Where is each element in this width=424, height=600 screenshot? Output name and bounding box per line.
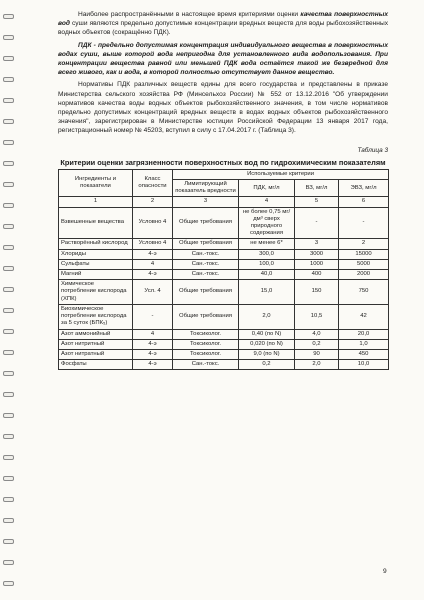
column-number: 6 xyxy=(339,197,389,207)
binder-hole xyxy=(3,392,14,397)
header-ingredients: Ингредиенты и показатели xyxy=(59,169,133,197)
table-cell: 100,0 xyxy=(239,259,295,269)
document-page xyxy=(58,10,388,370)
table-cell: Общие требования xyxy=(173,239,239,249)
table-cell: Азот нитратный xyxy=(59,349,133,359)
table-cell: Сан.-токс. xyxy=(173,270,239,280)
binder-hole xyxy=(3,455,14,460)
table-cell: - xyxy=(339,207,389,239)
binder-hole xyxy=(3,287,14,292)
column-number: 4 xyxy=(239,197,295,207)
table-cell: Азот нитритный xyxy=(59,339,133,349)
table-cell: Азот аммонийный xyxy=(59,329,133,339)
table-row xyxy=(59,329,389,339)
header-hazard-class: Класс опасности xyxy=(133,169,173,197)
header-pdk: ПДК, мг/л xyxy=(239,180,295,197)
binder-hole xyxy=(3,14,14,19)
table-cell: - xyxy=(295,207,339,239)
table-cell: не более 0,75 мг/дм³ сверх природного содержания xyxy=(239,207,295,239)
table-cell: Взвешенные вещества xyxy=(59,207,133,239)
table-cell: - xyxy=(133,304,173,329)
table-cell: 20,0 xyxy=(339,329,389,339)
paragraph-3: Нормативы ПДК различных веществ едины для всего государства и представлены в приказе Министерства сельского хозяйства РФ (Минсельхоз России) № 552 от 13.12.2016 "Об утверждении нормативов качества воды водных объектов рыбохозяйственного значения, в том числе нормативов предельно допустимых концентраций вредных веществ в водах водных объектов рыбохозяйственного значения", зарегистрирован в Министерстве юстиции Российской Федерации 13 января 2017 года, регистрационный номер № 45203, вступил в силу с 17.04.2017 г. (Таблица 3). xyxy=(58,81,388,135)
header-limiting-indicator: Лимитирующий показатель вредности xyxy=(173,180,239,197)
table-cell: 0,40 (по N) xyxy=(239,329,295,339)
table-cell: Растворённый кислород xyxy=(59,239,133,249)
table-cell: 90 xyxy=(295,349,339,359)
table-cell: Химическое потребление кислорода (ХПК) xyxy=(59,280,133,305)
table-row xyxy=(59,249,389,259)
binder-hole xyxy=(3,119,14,124)
table-cell: Сульфаты xyxy=(59,259,133,269)
column-number-row xyxy=(59,197,389,207)
column-number: 5 xyxy=(295,197,339,207)
table-cell: Условно 4 xyxy=(133,239,173,249)
table-cell: Общие требования xyxy=(173,280,239,305)
table-cell: Условно 4 xyxy=(133,207,173,239)
header-evz: ЭВЗ, мг/л xyxy=(339,180,389,197)
binder-hole xyxy=(3,350,14,355)
table-row xyxy=(59,304,389,329)
binder-hole xyxy=(3,161,14,166)
table-cell: 3 xyxy=(295,239,339,249)
binder-hole xyxy=(3,539,14,544)
table-title: Критерии оценки загрязненности поверхностных вод по гидрохимическим показателям xyxy=(60,157,386,167)
table-cell: 150 xyxy=(295,280,339,305)
binder-hole xyxy=(3,476,14,481)
table-cell: 1,0 xyxy=(339,339,389,349)
page-number: 9 xyxy=(383,568,387,575)
table-cell: 4-э xyxy=(133,249,173,259)
table-cell: 750 xyxy=(339,280,389,305)
binder-hole xyxy=(3,140,14,145)
binder-hole xyxy=(3,434,14,439)
table-cell: 300,0 xyxy=(239,249,295,259)
table-cell: Токсиколог. xyxy=(173,349,239,359)
table-cell: 5000 xyxy=(339,259,389,269)
header-used-criteria: Используемые критерии xyxy=(173,169,389,179)
paragraph-pdk-definition: ПДК - предельно допустимая концентрация индивидуального вещества в поверхностных водах суши, выше которой вода непригодна для установленного вида водопользования. При концентрации вещества равной или меньшей ПДК вода остаётся такой же безвредной для всего живого, как и вода, в которой полностью отсутствует данное вещество. xyxy=(58,41,388,77)
table-cell: 4 xyxy=(133,259,173,269)
table-cell: Магний xyxy=(59,270,133,280)
table-cell: 2,0 xyxy=(295,360,339,370)
table-cell: Фосфаты xyxy=(59,360,133,370)
table-cell: Сан.-токс. xyxy=(173,259,239,269)
table-cell: 9,0 (по N) xyxy=(239,349,295,359)
binder-hole xyxy=(3,98,14,103)
table-cell: 4-э xyxy=(133,270,173,280)
binder-hole xyxy=(3,56,14,61)
table-cell: 2 xyxy=(339,239,389,249)
table-cell: Токсиколог. xyxy=(173,339,239,349)
table-cell: 0,2 xyxy=(295,339,339,349)
binder-hole xyxy=(3,560,14,565)
binder-hole xyxy=(3,245,14,250)
binder-holes xyxy=(3,0,13,600)
paragraph-1: Наиболее распространёнными в настоящее время критериями оценки качества поверхностных вод суши являются предельно допустимые концентрации вредных веществ для воды рыбохозяйственных водных объектов (сокращённо ПДК). xyxy=(58,11,388,37)
binder-hole xyxy=(3,518,14,523)
binder-hole xyxy=(3,224,14,229)
column-number: 3 xyxy=(173,197,239,207)
table-cell: 400 xyxy=(295,270,339,280)
table-cell: Сан.-токс. xyxy=(173,360,239,370)
column-number: 2 xyxy=(133,197,173,207)
binder-hole xyxy=(3,413,14,418)
binder-hole xyxy=(3,266,14,271)
table-cell: Токсиколог. xyxy=(173,329,239,339)
table-cell: Биохимическое потребление кислорода за 5 суток (БПК₅) xyxy=(59,304,133,329)
table-row xyxy=(59,280,389,305)
table-cell: 15000 xyxy=(339,249,389,259)
table-cell: 0,020 (по N) xyxy=(239,339,295,349)
table-row xyxy=(59,270,389,280)
table-row xyxy=(59,360,389,370)
table-cell: 10,0 xyxy=(339,360,389,370)
table-cell: 15,0 xyxy=(239,280,295,305)
table-row xyxy=(59,239,389,249)
binder-hole xyxy=(3,35,14,40)
table-cell: 2000 xyxy=(339,270,389,280)
table-row xyxy=(59,339,389,349)
table-cell: 40,0 xyxy=(239,270,295,280)
binder-hole xyxy=(3,203,14,208)
table-cell: 1000 xyxy=(295,259,339,269)
table-cell: 4-э xyxy=(133,339,173,349)
table-cell: Общие требования xyxy=(173,304,239,329)
table-cell: 4 xyxy=(133,329,173,339)
binder-hole xyxy=(3,329,14,334)
table-cell: 42 xyxy=(339,304,389,329)
table-cell: 4-э xyxy=(133,360,173,370)
table-row xyxy=(59,259,389,269)
table-cell: 3000 xyxy=(295,249,339,259)
binder-hole xyxy=(3,581,14,586)
table-row xyxy=(59,349,389,359)
table-cell: Усл. 4 xyxy=(133,280,173,305)
binder-hole xyxy=(3,497,14,502)
column-number: 1 xyxy=(59,197,133,207)
table-cell: не менее 6* xyxy=(239,239,295,249)
criteria-table xyxy=(58,169,389,370)
binder-hole xyxy=(3,77,14,82)
table-cell: Сан.-токс. xyxy=(173,249,239,259)
table-label: Таблица 3 xyxy=(357,146,388,154)
table-cell: 450 xyxy=(339,349,389,359)
table-cell: 2,0 xyxy=(239,304,295,329)
binder-hole xyxy=(3,182,14,187)
header-vz: ВЗ, мг/л xyxy=(295,180,339,197)
binder-hole xyxy=(3,371,14,376)
table-cell: 10,5 xyxy=(295,304,339,329)
table-cell: 4-э xyxy=(133,349,173,359)
emphasis-water-quality: качества поверхностных вод xyxy=(58,11,388,28)
table-cell: 4,0 xyxy=(295,329,339,339)
table-cell: 0,2 xyxy=(239,360,295,370)
table-cell: Хлориды xyxy=(59,249,133,259)
table-row xyxy=(59,207,389,239)
binder-hole xyxy=(3,308,14,313)
table-cell: Общие требования xyxy=(173,207,239,239)
